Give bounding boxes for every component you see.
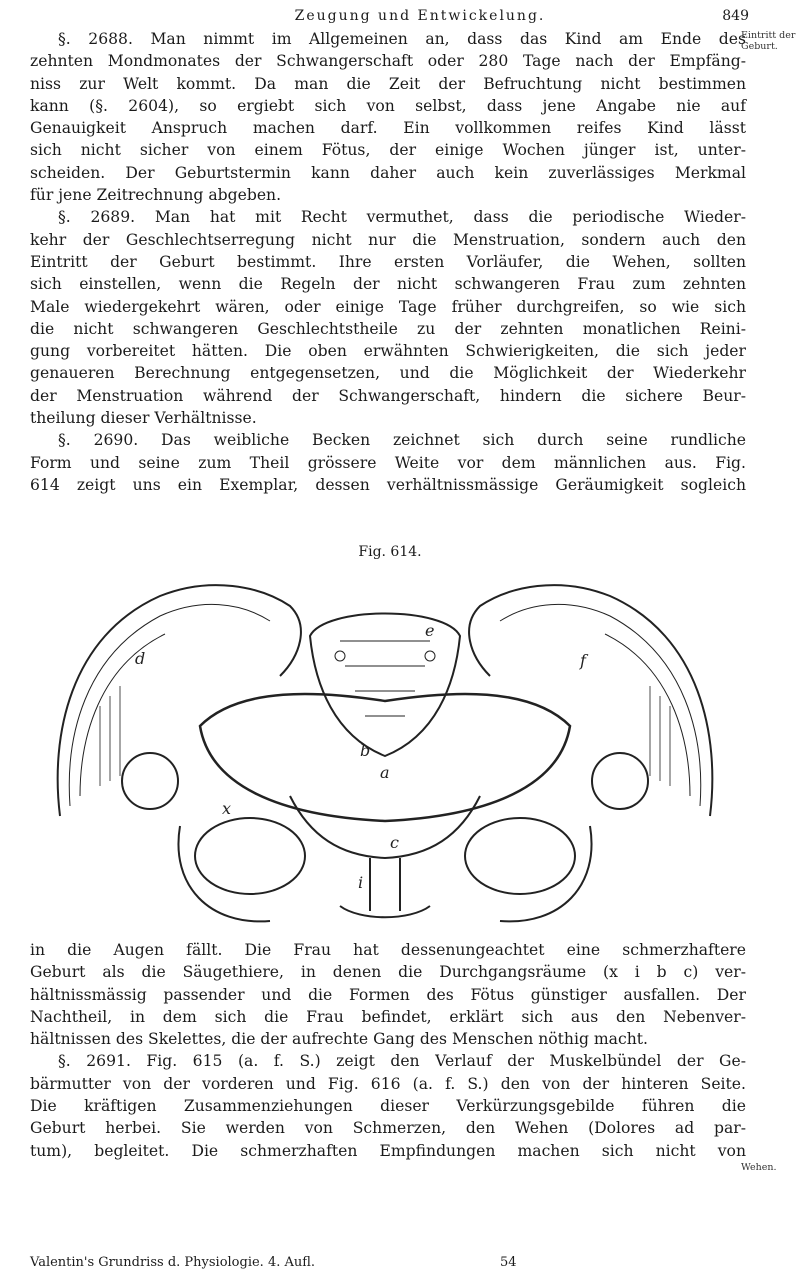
footer — [30, 1255, 746, 1270]
para-2691-line: §. 2691. Fig. 615 (a. f. S.) zeigt den Verlauf der Muskelbündel der Ge- — [58, 1052, 746, 1071]
label-d: d — [135, 649, 146, 668]
margin-note-wehen: Wehen. — [741, 1162, 777, 1173]
para-2689-line: Male wiedergekehrt wären, oder einige Tage früher durchgreifen, so wie sich — [30, 297, 746, 316]
para-2690-cont-line: Geburt als die Säugethiere, in denen die Durchgangsräume (x i b c) ver- — [30, 963, 746, 982]
para-2690-cont-line: in die Augen fällt. Die Frau hat dessenungeachtet eine schmerzhaftere — [30, 941, 746, 959]
footer-citation: Valentin's Grundriss d. Physiologie. 4. Aufl. — [30, 1255, 316, 1270]
para-2689-line: kehr der Geschlechtserregung nicht nur die Menstruation, sondern auch den — [30, 230, 746, 249]
para-2688-line: scheiden. Der Geburtstermin kann daher auch kein zuverlässiges Merkmal — [30, 163, 746, 182]
para-2690-line: §. 2690. Das weibliche Becken zeichnet sich durch seine rundliche — [58, 431, 746, 450]
para-2688-line: sich nicht sicher von einem Fötus, der einige Wochen jünger ist, unter- — [30, 141, 746, 160]
label-x: x — [222, 799, 232, 818]
para-2691-line: Die kräftigen Zusammenziehungen dieser Verkürzungsgebilde führen die — [30, 1097, 746, 1116]
pelvis-illustration — [40, 566, 730, 934]
para-2688-line: §. 2688. Man nimmt im Allgemeinen an, dass das Kind am Ende des — [58, 30, 746, 48]
para-2689-end: theilung dieser Verhältnisse. — [30, 409, 257, 428]
para-2688-line: niss zur Welt kommt. Da man die Zeit der Befruchtung nicht bestimmen — [30, 74, 746, 93]
para-2690-cont-line: hältnissmässig passender und die Formen des Fötus günstiger ausfallen. Der — [30, 985, 746, 1004]
para-2688-line: zehnten Mondmonates der Schwangerschaft oder 280 Tage nach der Empfäng- — [30, 52, 746, 71]
margin-note-geburt: Eintritt der Geburt. — [741, 30, 796, 52]
para-2690-cont-line: Nachtheil, in dem sich die Frau befindet, erklärt sich aus den Nebenver- — [30, 1007, 746, 1026]
para-2691-line: tum), begleitet. Die schmerzhaften Empfindungen machen sich nicht von — [30, 1141, 746, 1160]
para-2691-line: bärmutter von der vorderen und Fig. 616 (a. f. S.) den von der hinteren Seite. — [30, 1074, 746, 1093]
para-2689-line: Eintritt der Geburt bestimmt. Ihre ersten Vorläufer, die Wehen, sollten — [30, 252, 746, 271]
label-f: f — [580, 651, 586, 670]
label-b: b — [360, 741, 371, 760]
para-2689-line: §. 2689. Man hat mit Recht vermuthet, dass die periodische Wieder- — [58, 208, 746, 227]
label-c: c — [390, 833, 399, 852]
para-2688-line: kann (§. 2604), so ergiebt sich von selbst, dass jene Angabe nie auf — [30, 96, 746, 115]
para-2689-line: der Menstruation während der Schwangerschaft, hindern die sichere Beur- — [30, 386, 746, 405]
para-2690-line: 614 zeigt uns ein Exemplar, dessen verhältnissmässige Geräumigkeit sogleich — [30, 475, 746, 494]
para-2690-end: hältnissen des Skelettes, die der aufrechte Gang des Menschen nöthig macht. — [30, 1030, 648, 1049]
footer-sheet-number: 54 — [500, 1255, 517, 1270]
para-2689-line: sich einstellen, wenn die Regeln der nicht schwangeren Frau zum zehnten — [30, 275, 746, 294]
page-number: 849 — [722, 8, 749, 24]
label-e: e — [425, 621, 435, 640]
label-a: a — [380, 763, 390, 782]
para-2690-line: Form und seine zum Theil grössere Weite vor dem männlichen aus. Fig. — [30, 453, 746, 472]
pelvis-figure — [40, 566, 730, 934]
figure-caption: Fig. 614. — [358, 544, 422, 560]
para-2691-line: Geburt herbei. Sie werden von Schmerzen, den Wehen (Dolores ad par- — [30, 1119, 746, 1138]
para-2689-line: die nicht schwangeren Geschlechtstheile zu der zehnten monatlichen Reini- — [30, 319, 746, 338]
para-2689-line: genaueren Berechnung entgegensetzen, und die Möglichkeit der Wiederkehr — [30, 364, 746, 383]
para-2689-line: gung vorbereitet hätten. Die oben erwähnten Schwierigkeiten, die sich jeder — [30, 342, 746, 361]
text-block-upper — [30, 28, 746, 496]
para-2688-line: Genauigkeit Anspruch machen darf. Ein vollkommen reifes Kind lässt — [30, 119, 746, 138]
label-i: i — [358, 873, 364, 892]
running-title: Zeugung und Entwickelung. — [294, 8, 546, 24]
para-2688-end: für jene Zeitrechnung abgeben. — [30, 186, 282, 205]
text-block-lower — [30, 939, 746, 1162]
